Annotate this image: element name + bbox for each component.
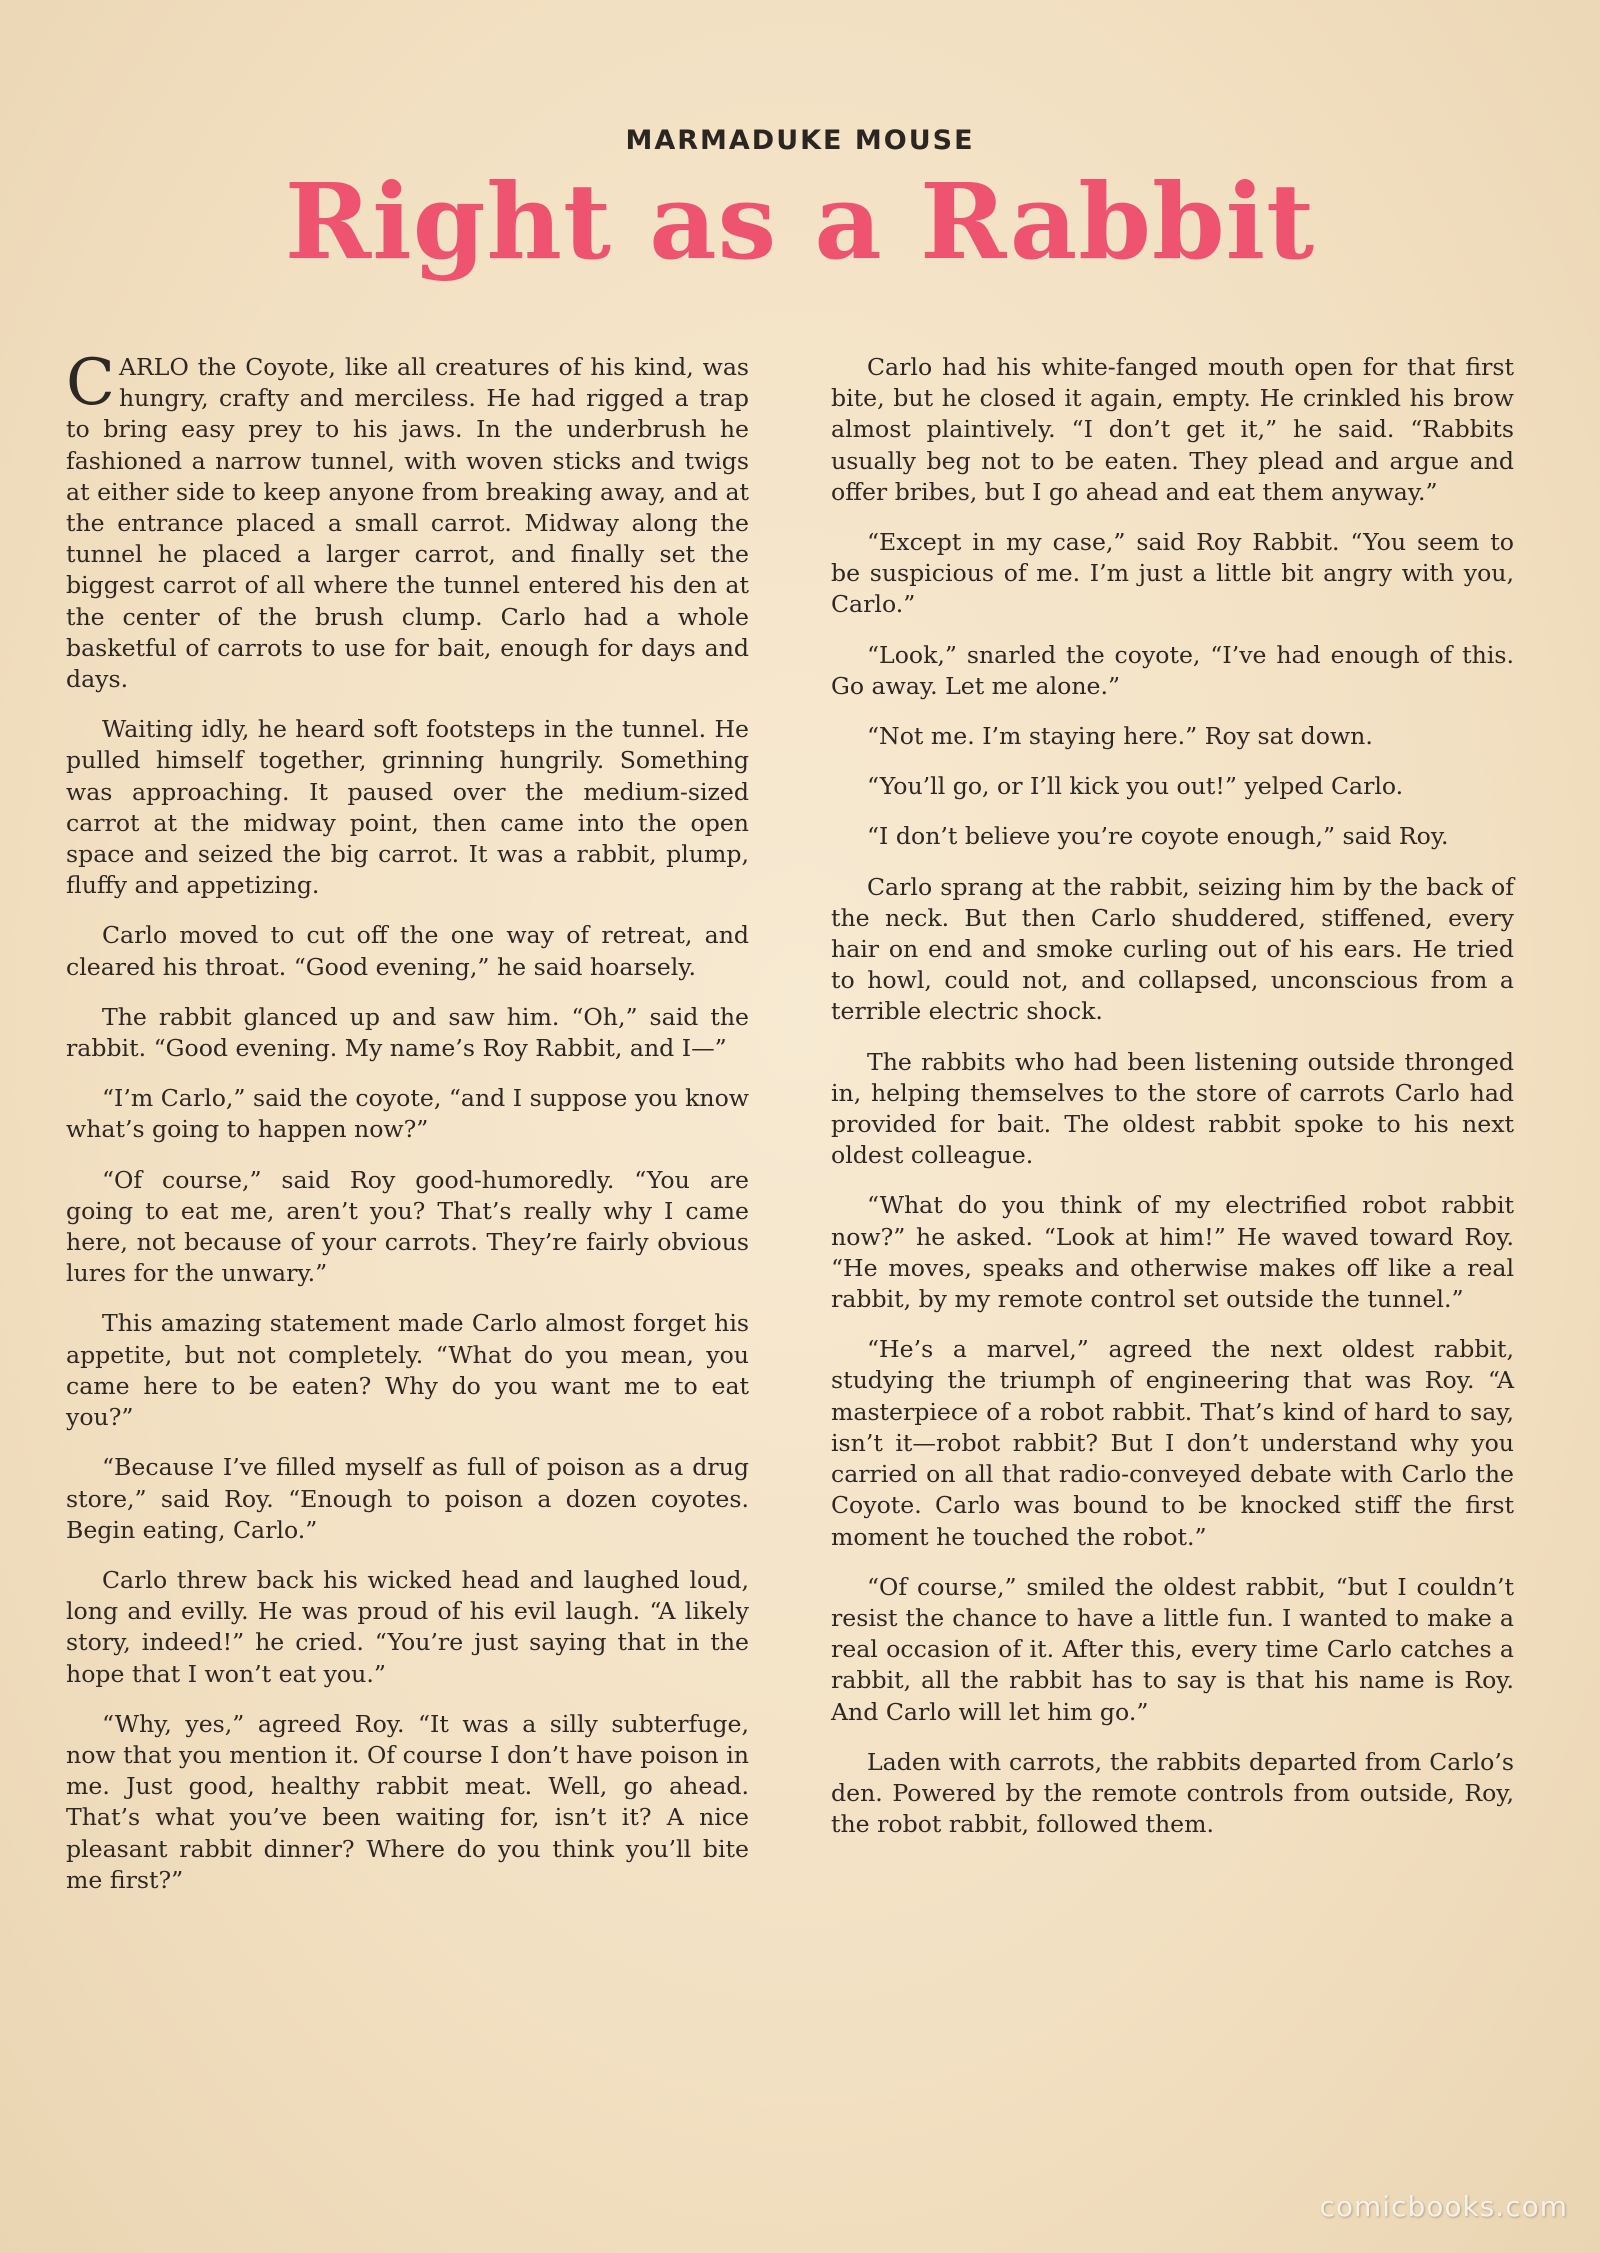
paragraph: The rabbits who had been listening outside thronged in, helping themselves to the store of carrots Carlo had provided for bait. The oldest rabbit spoke to his next oldest colleague. (831, 1047, 1514, 1170)
site-watermark: comicbooks.com (1319, 2190, 1568, 2223)
paragraph: Carlo sprang at the rabbit, seizing him by the back of the neck. But then Carlo shuddered, stiffened, every hair on end and smoke curling out of his ears. He tried to howl, could not, and collapsed, unconscious from a terrible electric shock. (831, 872, 1514, 1026)
drop-cap: C (66, 346, 115, 420)
paragraph: “Because I’ve filled myself as full of poison as a drug store,” said Roy. “Enough to poison a dozen coyotes. Begin eating, Carlo.” (66, 1453, 749, 1544)
paragraph: Laden with carrots, the rabbits departed from Carlo’s den. Powered by the remote controls from outside, Roy, the robot rabbit, followed them. (831, 1747, 1514, 1839)
paragraph: “What do you think of my electrified robot rabbit now?” he asked. “Look at him!” He waved toward Roy. “He moves, speaks and otherwise makes off like a real rabbit, by my remote control set outside the tunnel.” (831, 1191, 1514, 1314)
series-header: MARMADUKE MOUSE (625, 125, 975, 156)
paragraph-text: ARLO the Coyote, like all creatures of his kind, was hungry, crafty and merciless. He had rigged a trap to bring easy prey to his jaws. In the underbrush he fashioned a narrow tunnel, with woven sticks and twigs at either side to keep anyone from breaking away, and at the entrance placed a small carrot. Midway along the tunnel he placed a larger carrot, and finally set the biggest carrot of all where the tunnel entered his den at the center of the brush clump. Carlo had a whole basketful of carrots to use for bait, enough for days and days. (66, 353, 749, 694)
paragraph: “Except in my case,” said Roy Rabbit. “You seem to be suspicious of me. I’m just a little bit angry with you, Carlo.” (831, 528, 1514, 619)
paragraph: The rabbit glanced up and saw him. “Oh,” said the rabbit. “Good evening. My name’s Roy Rabbit, and I—” (66, 1002, 749, 1063)
paragraph: “You’ll go, or I’ll kick you out!” yelped Carlo. (867, 772, 1404, 801)
paragraph: “He’s a marvel,” agreed the next oldest rabbit, studying the triumph of engineering that was Roy. “A masterpiece of a robot rabbit. That’s kind of hard to say, isn’t it—robot rabbit? But I don’t understand why you carried on all that radio-conveyed debate with Carlo the Coyote. Carlo was bound to be knocked stiff the first moment he touched the robot.” (831, 1335, 1514, 1551)
story-title: Right as a Rabbit (284, 160, 1316, 283)
paragraph: Carlo had his white-fanged mouth open for that first bite, but he closed it again, empty. He crinkled his brow almost plaintively. “I don’t get it,” he said. “Rabbits usually beg not to be eaten. They plead and argue and offer bribes, but I go ahead and eat them anyway.” (831, 353, 1514, 506)
paragraph (66, 346, 749, 695)
paragraph: “Look,” snarled the coyote, “I’ve had enough of this. Go away. Let me alone.” (831, 640, 1514, 700)
paragraph: This amazing statement made Carlo almost forget his appetite, but not completely. “What do you mean, you came here to be eaten? Why do you want me to eat you?” (66, 1309, 749, 1432)
paragraph: “Not me. I’m staying here.” Roy sat down. (867, 722, 1373, 751)
paragraph: “Of course,” said Roy good-humoredly. “You are going to eat me, aren’t you? That’s really why I came here, not because of your carrots. They’re fairly obvious lures for the unwary.” (66, 1165, 749, 1288)
left-column (66, 346, 749, 1915)
right-column (831, 352, 1514, 1859)
paragraph: “Why, yes,” agreed Roy. “It was a silly subterfuge, now that you mention it. Of course I don’t have poison in me. Just good, healthy rabbit meat. Well, go ahead. That’s what you’ve been waiting for, isn’t it? A nice pleasant rabbit dinner? Where do you think you’ll bite me first?” (66, 1709, 749, 1894)
paragraph: “Of course,” smiled the oldest rabbit, “but I couldn’t resist the chance to have a little fun. I wanted to make a real occasion of it. After this, every time Carlo catches a rabbit, all the rabbit has to say is that his name is Roy. And Carlo will let him go.” (831, 1572, 1514, 1726)
paragraph: Waiting idly, he heard soft footsteps in the tunnel. He pulled himself together, grinning hungrily. Something was approaching. It paused over the medium-sized carrot at the midway point, then came into the open space and seized the big carrot. It was a rabbit, plump, fluffy and appetizing. (66, 715, 749, 900)
paragraph: “I don’t believe you’re coyote enough,” said Roy. (867, 822, 1449, 851)
paragraph: Carlo threw back his wicked head and laughed loud, long and evilly. He was proud of his evil laugh. “A likely story, indeed!” he cried. “You’re just saying that in the hope that I won’t eat you.” (66, 1565, 749, 1688)
paragraph: “I’m Carlo,” said the coyote, “and I suppose you know what’s going to happen now?” (66, 1084, 749, 1144)
paragraph: Carlo moved to cut off the one way of retreat, and cleared his throat. “Good evening,” he said hoarsely. (66, 921, 749, 981)
